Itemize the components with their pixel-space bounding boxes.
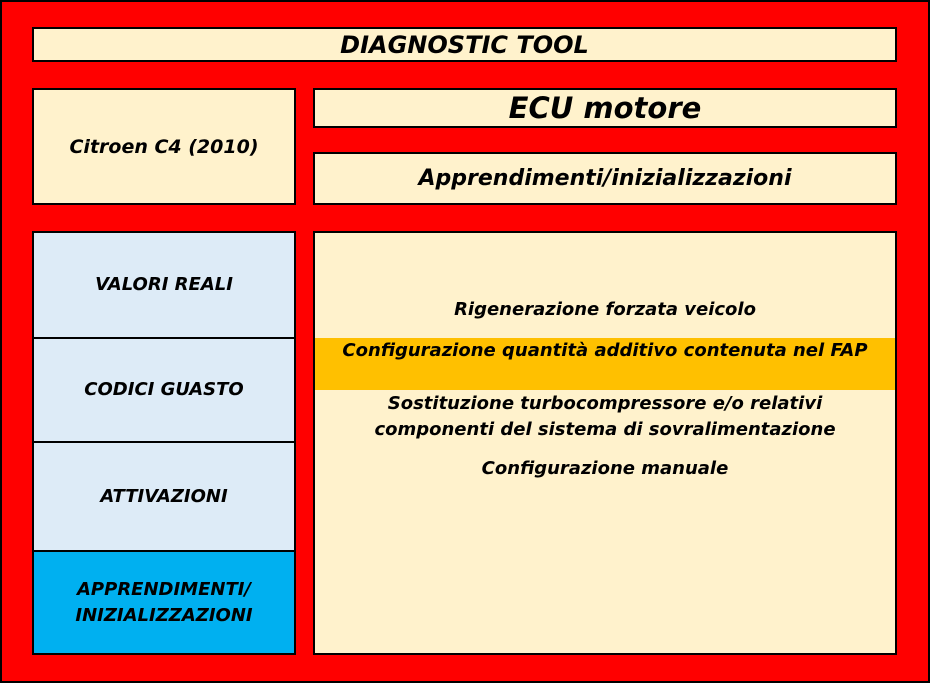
menu-item-codici-guasto[interactable]: CODICI GUASTO: [34, 339, 294, 441]
app-title: DIAGNOSTIC TOOL: [32, 27, 897, 62]
menu-item-attivazioni[interactable]: ATTIVAZIONI: [34, 443, 294, 550]
menu-item-apprendimenti[interactable]: APPRENDIMENTI/ INIZIALIZZAZIONI: [34, 552, 294, 653]
section-title: Apprendimenti/inizializzazioni: [313, 152, 897, 205]
option-configurazione-additivo-fap-label: Configurazione quantità additivo contenuta nel FAP: [342, 340, 868, 361]
option-configurazione-manuale[interactable]: Configurazione manuale: [481, 458, 729, 479]
ecu-label: ECU motore: [313, 88, 897, 128]
menu-item-valori-reali[interactable]: VALORI REALI: [34, 233, 294, 337]
options-panel: [313, 231, 897, 655]
option-rigenerazione-forzata[interactable]: Rigenerazione forzata veicolo: [454, 299, 756, 320]
option-sostituzione-turbocompressore[interactable]: [315, 391, 895, 443]
option-configurazione-additivo-fap[interactable]: [315, 338, 895, 390]
option-sostituzione-turbocompressore-label: Sostituzione turbocompressore e/o relativi componenti del sistema di sovralimentazione: [374, 393, 836, 440]
vehicle-label: Citroen C4 (2010): [32, 88, 296, 205]
sidebar-menu: [32, 231, 296, 655]
